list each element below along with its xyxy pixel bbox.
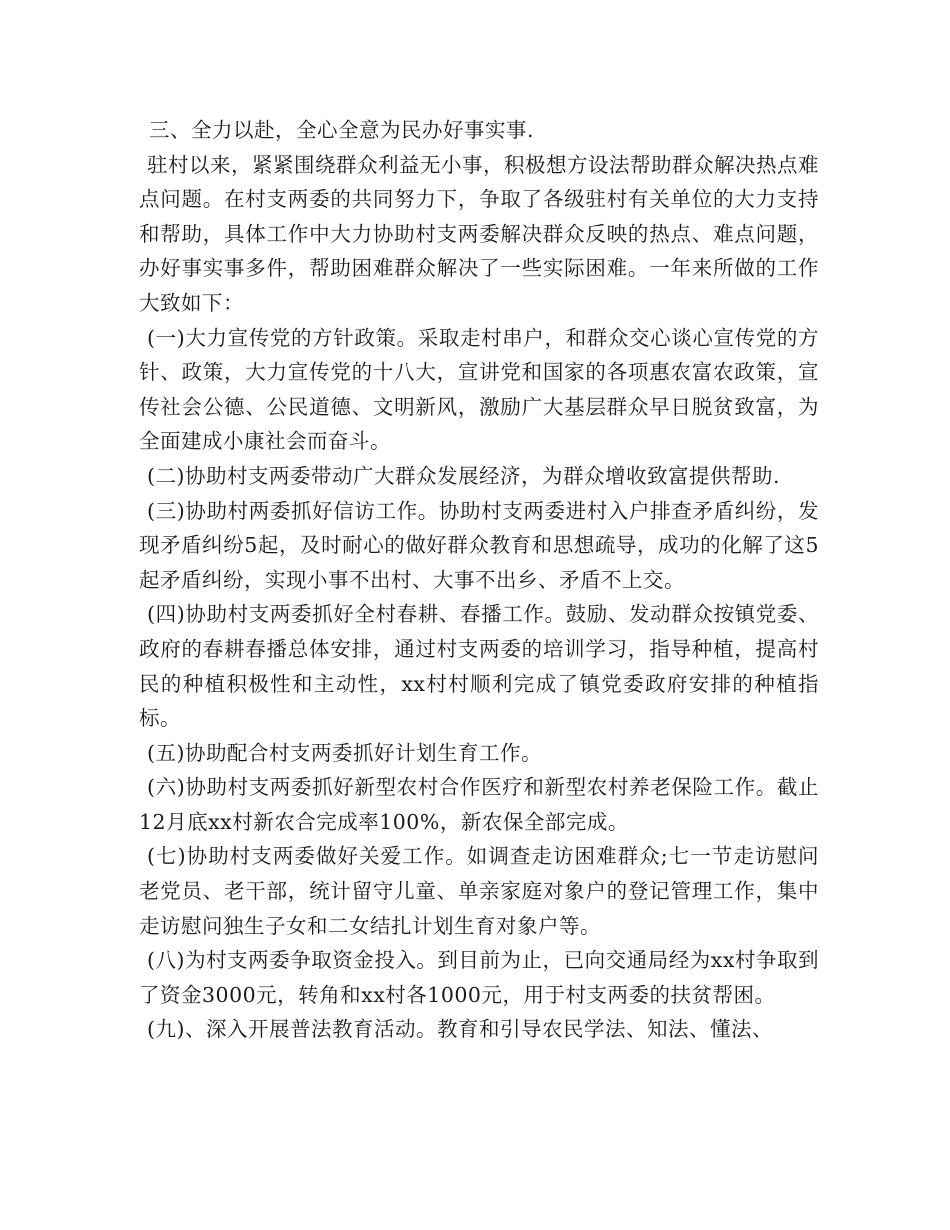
section-heading: 三、全力以赴，全心全意为民办好事实事.	[149, 118, 535, 142]
paragraph-item-5: (五)协助配合村支两委抓好计划生育工作。	[147, 740, 542, 765]
document-body	[139, 113, 819, 1047]
paragraph-item-4: (四)协助村支两委抓好全村春耕、春播工作。鼓励、发动群众按镇党委、政府的春耕春播总体安排，通过村支两委的培训学习，指导种植，提高村民的种植积极性和主动性，xx村村顺利完成了镇党委政府安排的种植指标。	[139, 602, 819, 731]
paragraph-item-1: (一)大力宣传党的方针政策。采取走村串户，和群众交心谈心宣传党的方针、政策，大力宣传党的十八大，宣讲党和国家的各项惠农富农政策，宣传社会公德、公民道德、文明新风，激励广大基层群众早日脱贫致富，为全面建成小康社会而奋斗。	[139, 325, 819, 454]
paragraph-item-6: (六)协助村支两委抓好新型农村合作医疗和新型农村养老保险工作。截止12月底xx村新农合完成率100%，新农保全部完成。	[139, 775, 819, 834]
paragraph-intro: 驻村以来，紧紧围绕群众利益无小事，积极想方设法帮助群众解决热点难点问题。在村支两委的共同努力下，争取了各级驻村有关单位的大力支持和帮助，具体工作中大力协助村支两委解决群众反映的热点、难点问题，办好事实事多件，帮助困难群众解决了一些实际困难。一年来所做的工作大致如下：	[139, 152, 819, 315]
paragraph-item-7: (七)协助村支两委做好关爱工作。如调查走访困难群众;七一节走访慰问老党员、老干部，统计留守儿童、单亲家庭对象户的登记管理工作，集中走访慰问独生子女和二女结扎计划生育对象户等。	[139, 844, 819, 938]
paragraph-item-9: (九)、深入开展普法教育活动。教育和引导农民学法、知法、懂法、	[147, 1017, 773, 1042]
paragraph-item-2: (二)协助村支两委带动广大群众发展经济，为群众增收致富提供帮助.	[147, 463, 781, 488]
paragraph-item-3: (三)协助村两委抓好信访工作。协助村支两委进村入户排查矛盾纠纷，发现矛盾纠纷5起，及时耐心的做好群众教育和思想疏导，成功的化解了这5起矛盾纠纷，实现小事不出村、大事不出乡、矛盾不上交。	[139, 498, 819, 592]
paragraph-item-8: (八)为村支两委争取资金投入。到目前为止，已向交通局经为xx村争取到了资金3000元，转角和xx村各1000元，用于村支两委的扶贫帮困。	[139, 948, 819, 1007]
